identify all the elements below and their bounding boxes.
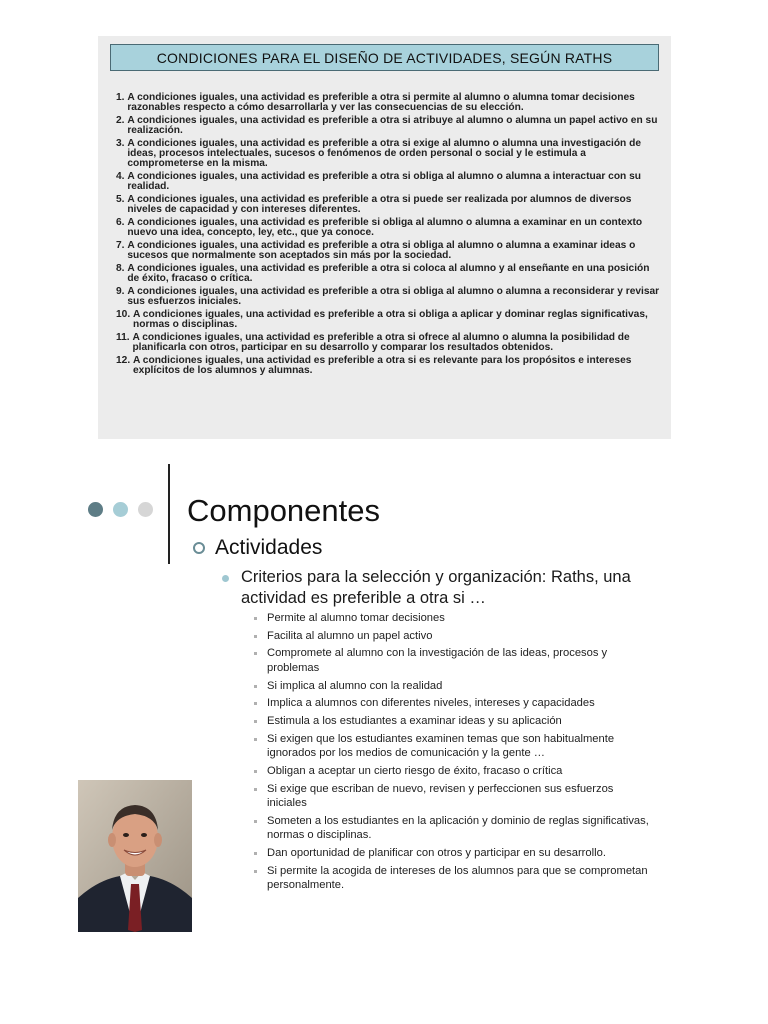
condition-item: 4. A condiciones iguales, una actividad es preferible a otra si obliga al alumno o alumna a interactuar con su realidad. [116,171,641,193]
panel-header: CONDICIONES PARA EL DISEÑO DE ACTIVIDADES, SEGÚN RATHS [110,44,659,71]
square-bullet-icon [254,820,257,823]
dark-dot-icon [88,502,103,517]
square-bullet-icon [254,852,257,855]
criteria-item: Si permite la acogida de intereses de los alumnos para que se comprometan personalmente. [254,864,649,893]
square-bullet-icon [254,738,257,741]
gray-dot-icon [138,502,153,517]
dot-bullet-icon [222,575,229,582]
square-bullet-icon [254,652,257,655]
criteria-item: Si exige que escriban de nuevo, revisen y perfeccionen sus esfuerzos iniciales [254,782,649,811]
criteria-item: Estimula a los estudiantes a examinar ideas y su aplicación [254,714,649,729]
condition-item: 7. A condiciones iguales, una actividad es preferible a otra si obliga al alumno o alumna a examinar ideas o sucesos que normalmente son aceptados sin más por la sociedad. [116,240,636,262]
condition-item: 6. A condiciones iguales, una actividad es preferible si obliga al alumno o alumna a examinar en un contexto nuevo una idea, concepto, ley, etc., que ya conoce. [116,217,643,239]
criteria-item: Si implica al alumno con la realidad [254,679,649,694]
square-bullet-icon [254,617,257,620]
conditions-list [116,93,664,379]
raths-conditions-panel [98,36,671,439]
portrait-photo [78,780,192,932]
bullet-level2: Criterios para la selección y organización: Raths, una actividad es preferible a otra si … [222,567,662,609]
condition-item: 1. A condiciones iguales, una actividad es preferible a otra si permite al alumno o alumna tomar decisiones razonables respecto a cómo desarrollarla y ver las consecuencias de su elección. [116,92,635,114]
condition-item: 11. A condiciones iguales, una actividad es preferible a otra si ofrece al alumno o alumna la posibilidad de planificarla con otros, participar en su desarrollo y comparar los resultados obtenidos. [116,332,630,354]
square-bullet-icon [254,720,257,723]
condition-item: 12. A condiciones iguales, una actividad es preferible a otra si es relevante para los propósitos e intereses explícitos de los alumnos y alumnas. [116,355,632,377]
criteria-item: Obligan a aceptar un cierto riesgo de éxito, fracaso o crítica [254,764,649,779]
condition-item: 5. A condiciones iguales, una actividad es preferible a otra si puede ser realizada por alumnos de diversos niveles de capacidad y con intereses diferentes. [116,194,632,216]
square-bullet-icon [254,788,257,791]
bullet-level1: Actividades [193,536,322,560]
criteria-item: Permite al alumno tomar decisiones [254,611,649,626]
condition-item: 9. A condiciones iguales, una actividad es preferible a otra si obliga al alumno o alumna a reconsiderar y revisar sus esfuerzos iniciales. [116,286,660,308]
criteria-item: Si exigen que los estudiantes examinen temas que son habitualmente ignorados por los medios de comunicación y la gente … [254,732,649,761]
square-bullet-icon [254,870,257,873]
criteria-item: Facilita al alumno un papel activo [254,629,649,644]
slide-title: Componentes [187,493,381,528]
condition-item: 2. A condiciones iguales, una actividad es preferible a otra si atribuye al alumno o alumna un papel activo en su realización. [116,115,658,137]
condition-item: 8. A condiciones iguales, una actividad es preferible a otra si coloca al alumno y al enseñante en una posición de éxito, fracaso o crítica. [116,263,650,285]
square-bullet-icon [254,702,257,705]
light-blue-dot-icon [113,502,128,517]
square-bullet-icon [254,685,257,688]
criteria-list [254,611,649,896]
square-bullet-icon [254,770,257,773]
portrait-icon [78,780,192,932]
criteria-item: Implica a alumnos con diferentes niveles, intereses y capacidades [254,696,649,711]
title-divider [168,464,170,564]
condition-item: 3. A condiciones iguales, una actividad es preferible a otra si exige al alumno o alumna una investigación de ideas, procesos intelectuales, sucesos o fenómenos de orden personal o social y le estimula a comprometerse en la misma. [116,138,642,170]
criteria-item: Dan oportunidad de planificar con otros y participar en su desarrollo. [254,846,649,861]
condition-item: 10. A condiciones iguales, una actividad es preferible a otra si obliga a aplicar y dominar reglas significativas, normas o disciplinas. [116,309,648,331]
square-bullet-icon [254,635,257,638]
slide-decoration-dots [88,502,153,517]
criteria-item: Compromete al alumno con la investigación de las ideas, procesos y problemas [254,646,649,675]
criteria-item: Someten a los estudiantes en la aplicación y dominio de reglas significativas, normas o disciplinas. [254,814,649,843]
ring-bullet-icon [193,542,205,554]
